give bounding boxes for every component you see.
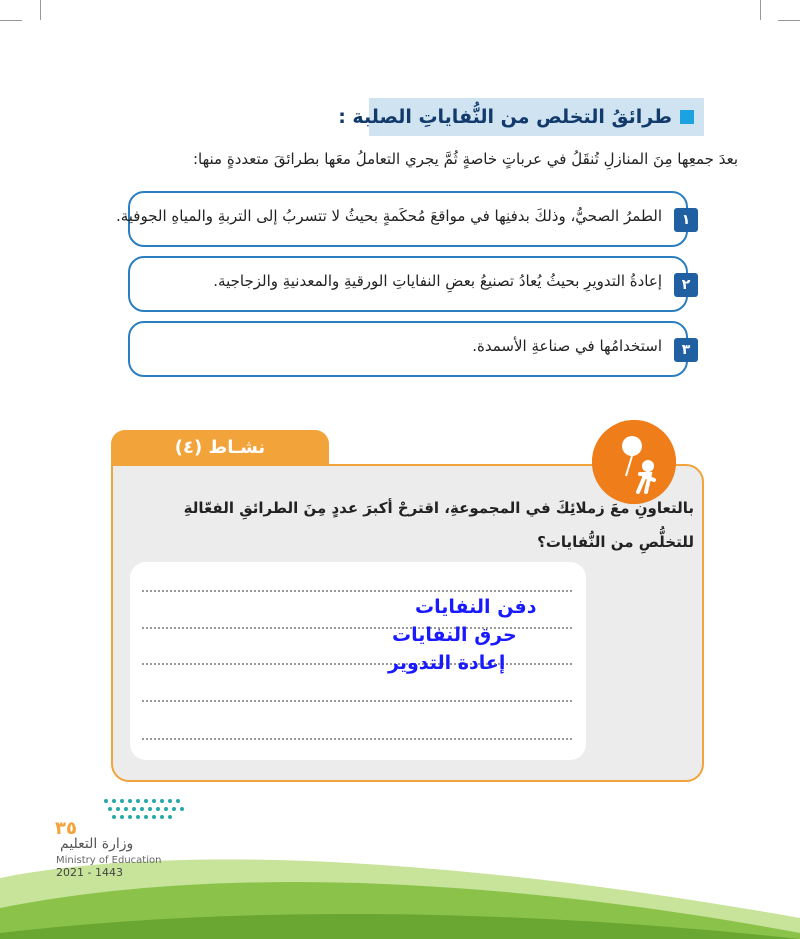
handwritten-answer-2: حرق النفايات bbox=[392, 624, 517, 646]
crop-mark bbox=[0, 20, 22, 21]
crop-mark bbox=[760, 0, 761, 20]
method-text: الطمرُ الصحيُّ، وذلكَ بدفنِها في مواقعَ مُحكَمةٍ بحيثُ لا تتسربُ إلى التربةِ والمياهِ الجوفية. bbox=[115, 207, 662, 225]
ministry-name-ar: وزارة التعليم bbox=[60, 836, 134, 852]
method-number: ٣ bbox=[674, 338, 698, 362]
handwritten-answer-1: دفن النفايات bbox=[415, 596, 537, 618]
handwritten-answer-3: إعادة التدوير bbox=[388, 652, 506, 674]
section-title: طرائقُ التخلص من النُّفاياتِ الصلبة : bbox=[338, 106, 672, 128]
crop-mark bbox=[40, 0, 41, 20]
activity-question bbox=[134, 491, 694, 559]
method-item-3 bbox=[128, 321, 691, 377]
ministry-name-en: Ministry of Education bbox=[56, 855, 162, 866]
crop-mark bbox=[778, 20, 800, 21]
activity-title: نشـاط (٤) bbox=[174, 436, 266, 458]
activity-tab bbox=[111, 430, 329, 464]
section-title-bar bbox=[338, 98, 704, 136]
intro-text: بعدَ جمعِها مِنَ المنازلِ تُنقَلُ في عرباتٍ خاصةٍ ثُمَّ يجري التعاملُ معَها بطرائقَ متعددةٍ منها: bbox=[192, 150, 738, 168]
answer-line bbox=[142, 738, 572, 740]
ministry-logo-icon bbox=[100, 795, 190, 823]
answer-line bbox=[142, 590, 572, 592]
method-text: استخدامُها في صناعةِ الأسمدة. bbox=[472, 337, 662, 355]
square-bullet-icon bbox=[680, 110, 694, 124]
page-number: ٣٥ bbox=[55, 818, 77, 839]
method-number: ٢ bbox=[674, 273, 698, 297]
edition-year: 2021 - 1443 bbox=[56, 866, 123, 879]
answer-line bbox=[142, 663, 572, 665]
answer-line bbox=[142, 700, 572, 702]
question-line-1: بالتعاونِ معَ زملائِكَ في المجموعةِ، اقترحْ أكبرَ عددٍ مِنَ الطرائقِ الفعّالةِ bbox=[183, 499, 694, 517]
method-item-1 bbox=[115, 191, 691, 247]
question-line-2: للتخلُّصِ من النُّفايات؟ bbox=[537, 533, 694, 551]
footer-wave bbox=[0, 838, 800, 939]
method-number: ١ bbox=[674, 208, 698, 232]
method-item-2 bbox=[128, 256, 691, 312]
method-text: إعادةُ التدويرِ بحيثُ يُعادُ تصنيعُ بعضِ النفاياتِ الورقيةِ والمعدنيةِ والزجاجية. bbox=[213, 272, 662, 290]
